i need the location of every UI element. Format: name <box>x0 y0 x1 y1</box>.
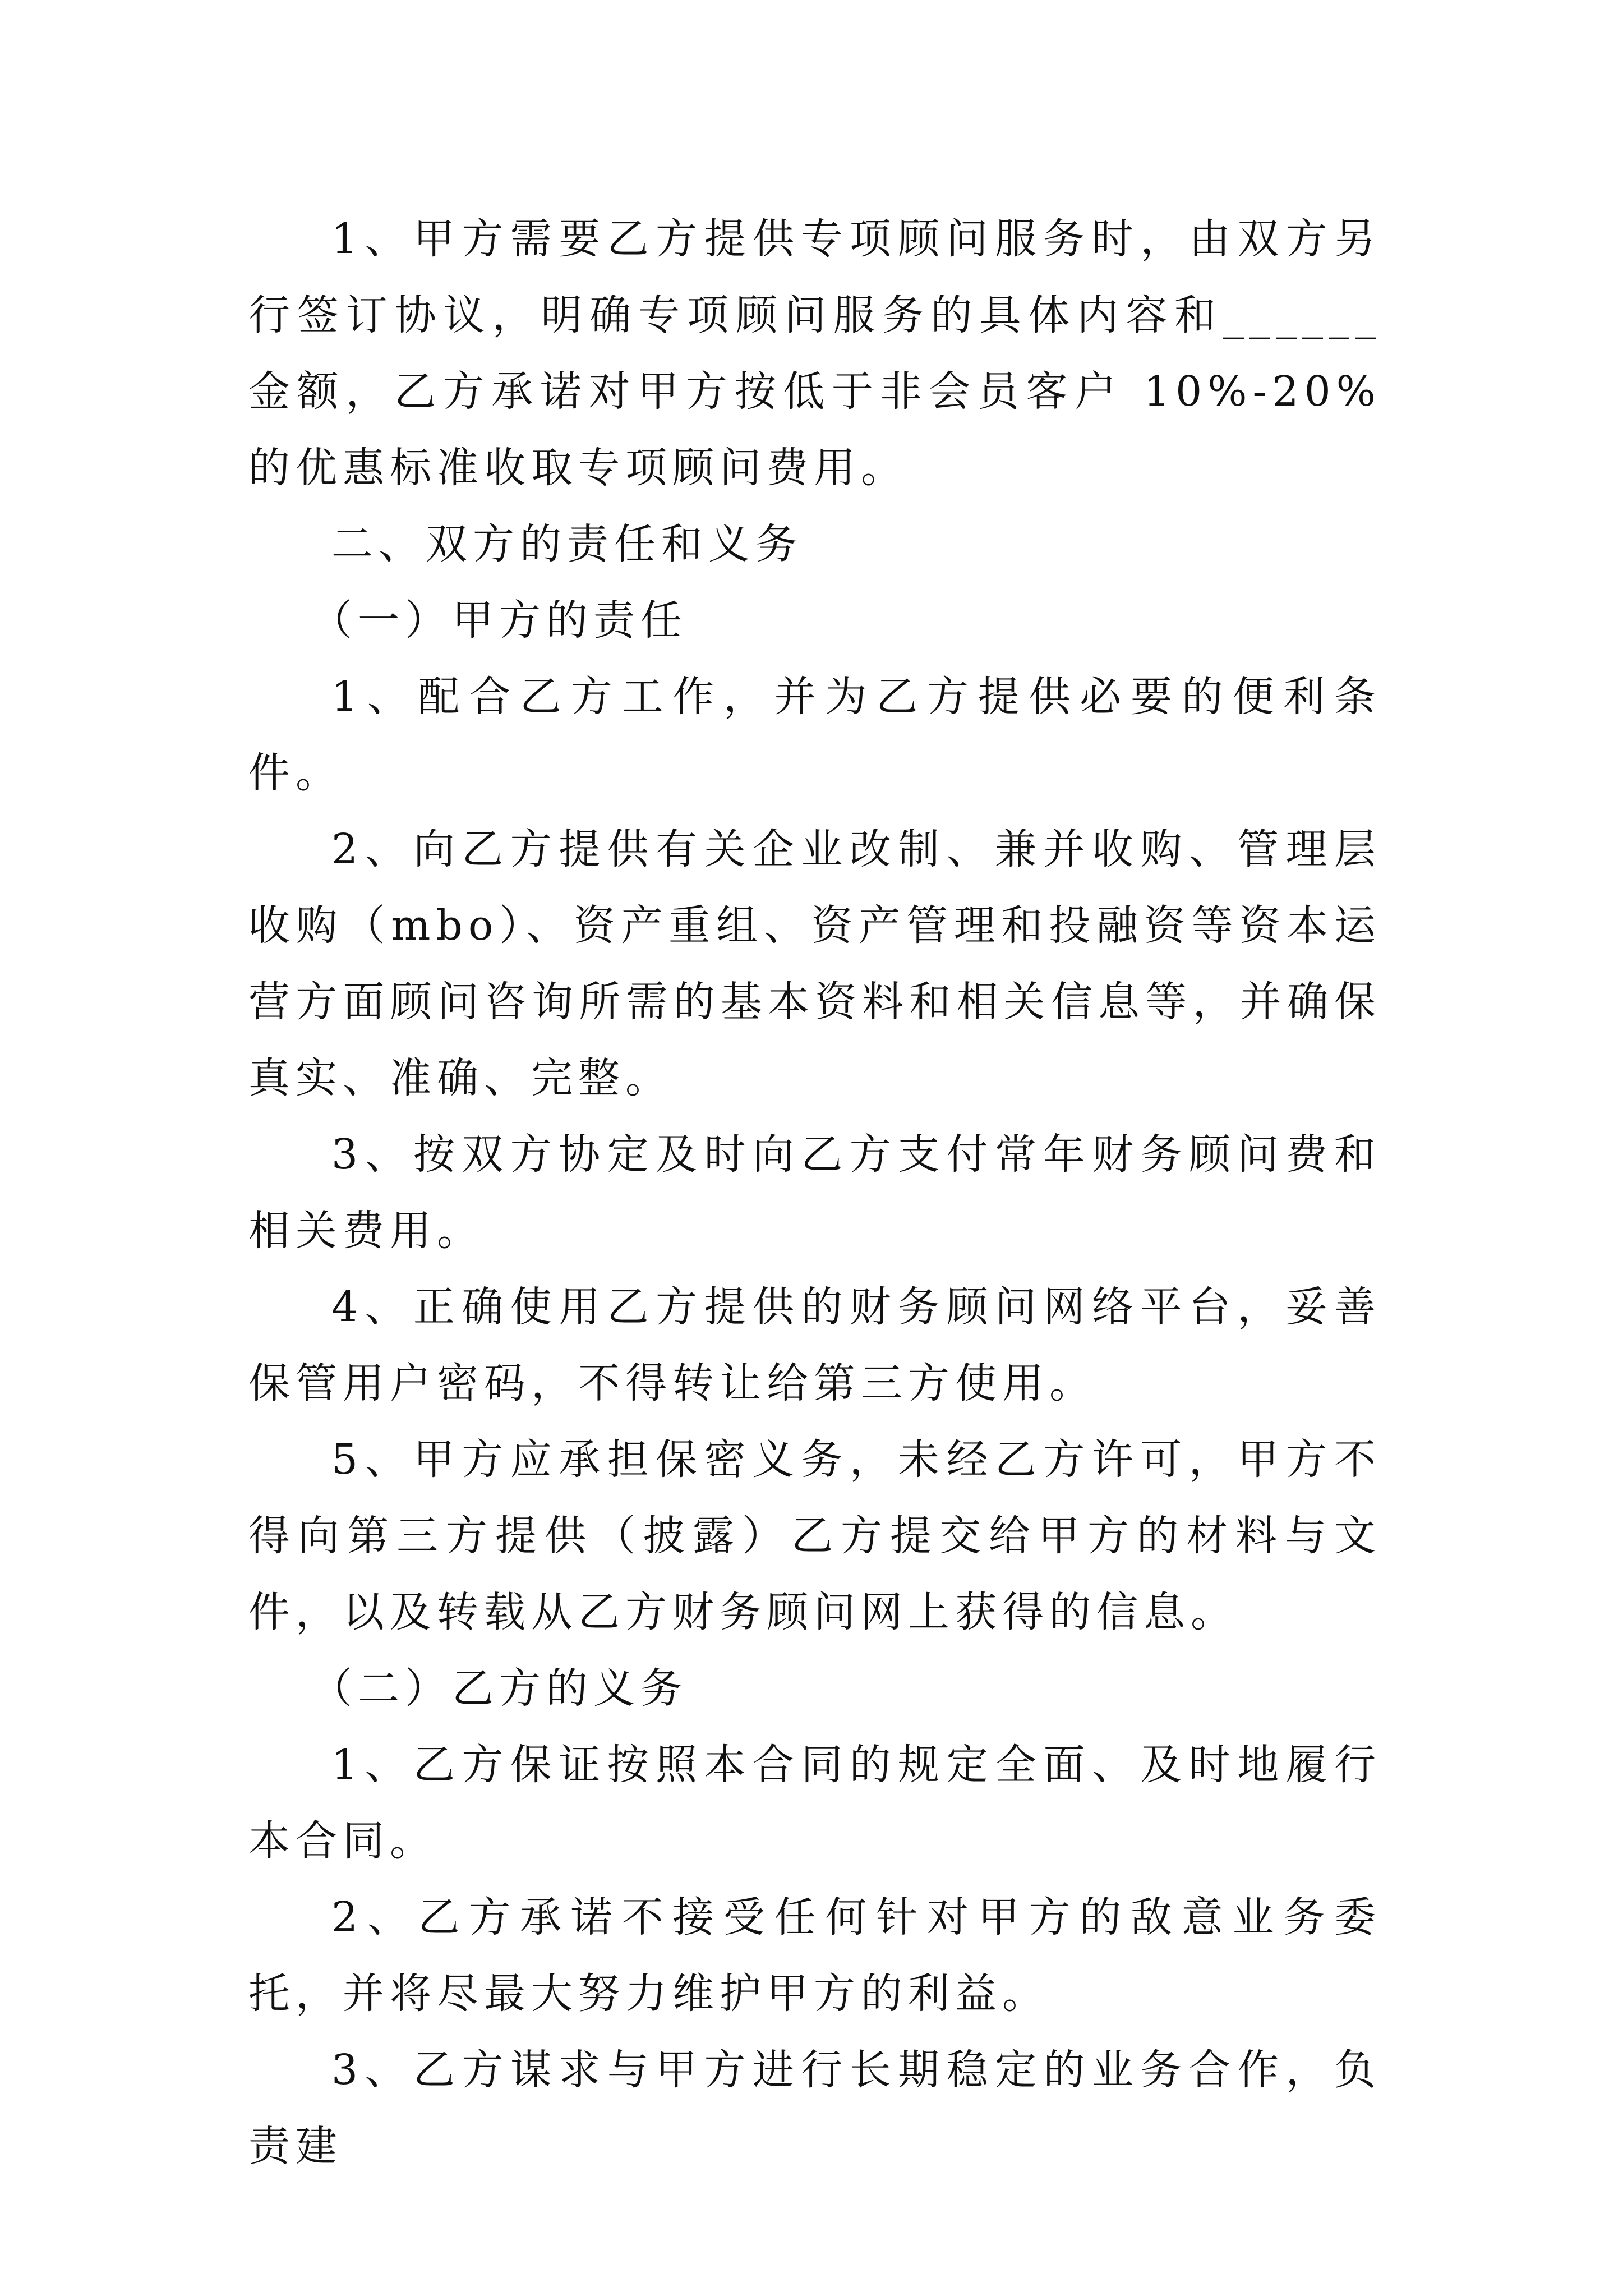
party-a-clause-1: 1、配合乙方工作，并为乙方提供必要的便利条件。 <box>248 673 1381 797</box>
party-a-clause-3: 3、按双方协定及时向乙方支付常年财务顾问费和相关费用。 <box>248 1130 1381 1255</box>
party-b-clause-3: 3、乙方谋求与甲方进行长期稳定的业务合作，负责建 <box>248 2046 1381 2170</box>
party-a-clause-4: 4、正确使用乙方提供的财务顾问网络平台，妥善保管用户密码，不得转让给第三方使用。 <box>248 1283 1381 1407</box>
subsection-heading-party-a: （一）甲方的责任 <box>311 596 688 645</box>
section-heading-responsibilities: 二、双方的责任和义务 <box>331 520 803 568</box>
party-b-clause-2: 2、乙方承诺不接受任何针对甲方的敌意业务委托，并将尽最大努力维护甲方的利益。 <box>248 1893 1381 2018</box>
party-a-clause-2: 2、向乙方提供有关企业改制、兼并收购、管理层收购（mbo）、资产重组、资产管理和投融资等资本运营方面顾问咨询所需的基本资料和相关信息等，并确保真实、准确、完整。 <box>248 825 1381 1102</box>
party-b-clause-1: 1、乙方保证按照本合同的规定全面、及时地履行本合同。 <box>248 1741 1381 1865</box>
document-body <box>248 201 1381 2184</box>
clause-special-advisory: 1、甲方需要乙方提供专项顾问服务时，由双方另行签订协议，明确专项顾问服务的具体内容和______金额，乙方承诺对甲方按低于非会员客户 10%-20%的优惠标准收取专项顾问费用。 <box>248 215 1381 492</box>
party-a-clause-5: 5、甲方应承担保密义务，未经乙方许可，甲方不得向第三方提供（披露）乙方提交给甲方的材料与文件，以及转载从乙方财务顾问网上获得的信息。 <box>248 1435 1381 1636</box>
subsection-heading-party-b: （二）乙方的义务 <box>311 1664 688 1713</box>
